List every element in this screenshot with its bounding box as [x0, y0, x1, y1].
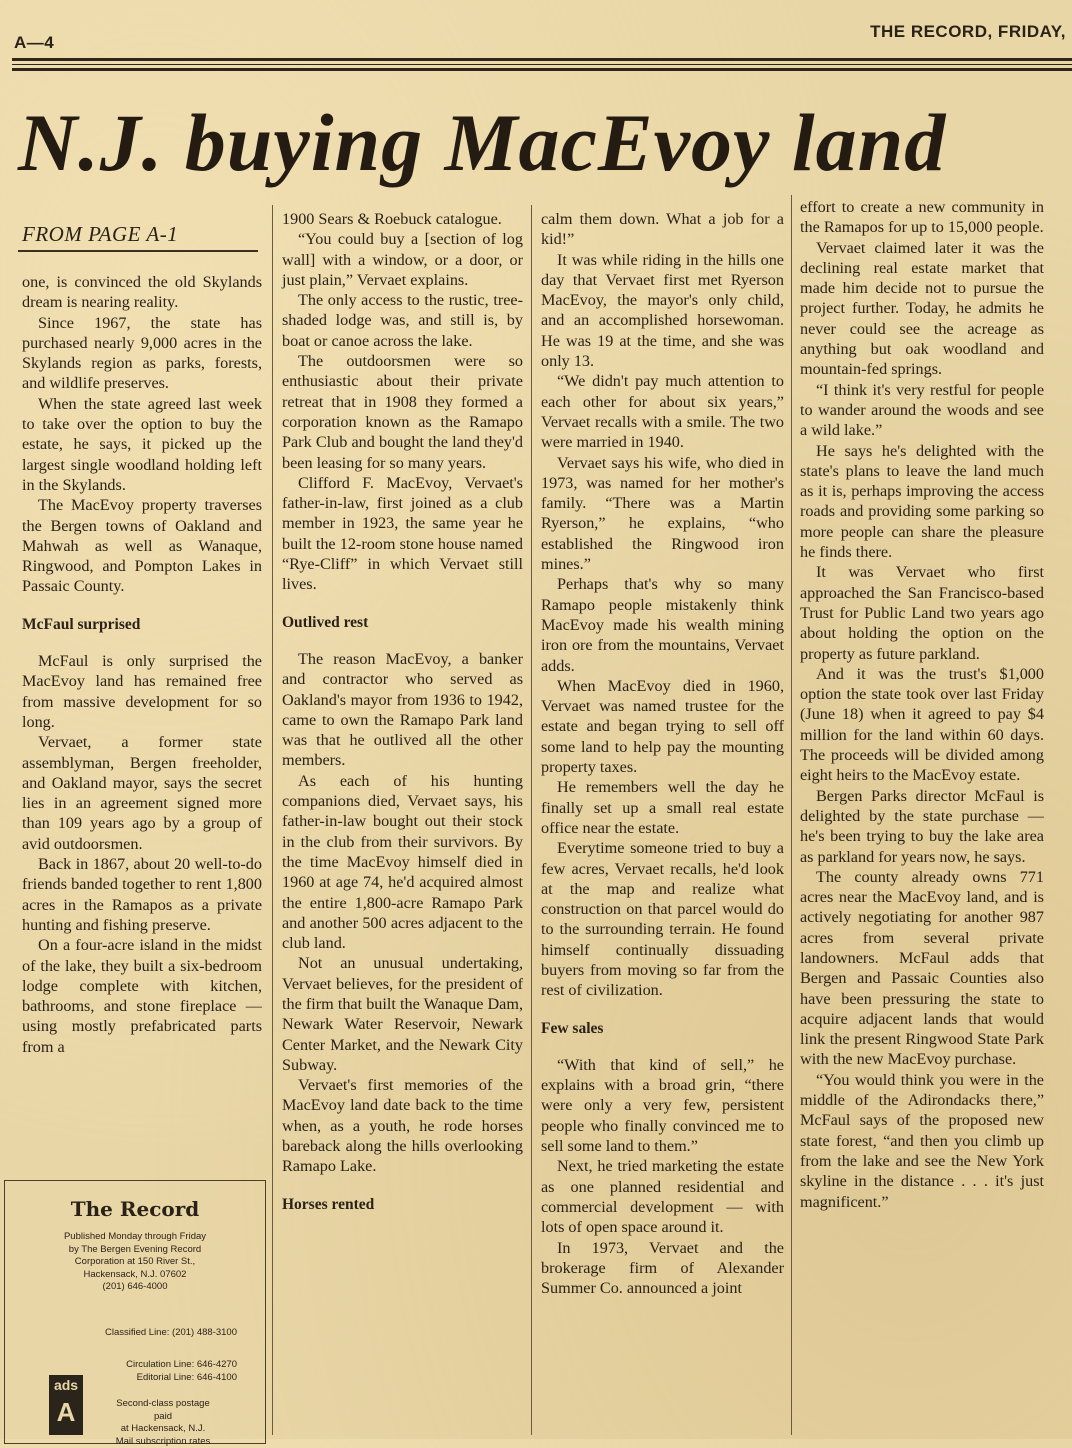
article-paragraph: When MacEvoy died in 1960, Vervaet was named trustee for the estate and began trying to sell off some land to help pay the mounting property taxes. [541, 676, 784, 777]
newspaper-name-date: THE RECORD, FRIDAY, [870, 22, 1066, 42]
article-paragraph: Next, he tried marketing the estate as one planned residential and commercial development — with lots of open space around it. [541, 1156, 784, 1237]
article-paragraph: He remembers well the day he finally set up a small real estate office near the estate. [541, 777, 784, 838]
article-paragraph: On a four-acre island in the midst of the lake, they built a six-bedroom lodge complete with kitchen, bathrooms, and stone fireplace — using mostly prefabricated parts from a [22, 935, 262, 1057]
article-paragraph: Vervaet's first memories of the MacEvoy land date back to the time when, as a youth, he rode horses bareback along the hills overlooking Ramapo Lake. [282, 1075, 523, 1176]
article-column-4 [800, 197, 1044, 1212]
article-paragraph: The MacEvoy property traverses the Bergen towns of Oakland and Mahwah as well as Wanaque, Ringwood, and Pompton Lakes in Passaic County. [22, 495, 262, 596]
header-rule [12, 58, 1072, 61]
article-paragraph: Vervaet says his wife, who died in 1973, was named for her mother's family. “There was a Martin Ryerson,” he explains, “who established the Ringwood iron mines.” [541, 453, 784, 575]
circulation-line: Circulation Line: 646-4270 [126, 1359, 237, 1372]
masthead-title: The Record [5, 1197, 265, 1221]
ads-logo [49, 1375, 83, 1435]
article-paragraph: calm them down. What a job for a kid!” [541, 209, 784, 250]
article-paragraph: “We didn't pay much attention to each other for about six years,” Vervaet recalls with a smile. The two were married in 1940. [541, 371, 784, 452]
publisher-line: Hackensack, N.J. 07602 [5, 1269, 265, 1282]
article-column-2 [282, 209, 523, 1231]
article-paragraph: “I think it's very restful for people to wander around the woods and see a wild lake.” [800, 380, 1044, 441]
article-paragraph: “You could buy a [section of log wall] with a window, or a door, or just plain,” Vervaet explains. [282, 229, 523, 290]
article-paragraph: McFaul is only surprised the MacEvoy land has remained free from massive development for so long. [22, 651, 262, 732]
article-paragraph: It was while riding in the hills one day that Vervaet first met Ryerson MacEvoy, the mayor's only child, and an accomplished horsewoman. He was 19 at the time, and she was only 13. [541, 250, 784, 372]
publisher-line: (201) 646-4000 [5, 1281, 265, 1294]
postage-line: Second-class postage paid [108, 1398, 218, 1423]
article-paragraph: Bergen Parks director McFaul is delighted by the state purchase — he's been trying to buy the lake area as parkland for years now, he says. [800, 786, 1044, 867]
article-paragraph: “You would think you were in the middle of the Adirondacks there,” McFaul says of the proposed new state forest, “and then you climb up from the lake and see the New York skyline in the distance . . . it's just magnificent.” [800, 1070, 1044, 1212]
article-paragraph: And it was the trust's $1,000 option the state took over last Friday (June 18) when it agreed to pay $4 million for the land within 60 days. The proceeds will be divided among eight heirs to the MacEvoy estate. [800, 664, 1044, 786]
publisher-line: Published Monday through Friday [5, 1231, 265, 1244]
jump-line-rule [18, 250, 258, 252]
article-paragraph: Perhaps that's why so many Ramapo people mistakenly think MacEvoy made his wealth mining iron ore from the mountains, Vervaet adds. [541, 574, 784, 675]
header-rule-thin [12, 64, 1072, 65]
postage-info [108, 1398, 218, 1448]
jump-line: FROM PAGE A-1 [22, 222, 178, 247]
article-paragraph: The county already owns 771 acres near the MacEvoy land, and is actively negotiating for another 987 acres from several private landowners. McFaul adds that Bergen and Passaic Counties also have been pressuring the state to acquire adjacent lands that would link the present Ringwood State Park with the new MacEvoy purchase. [800, 867, 1044, 1070]
header-rule-bottom [12, 68, 1072, 71]
article-paragraph: one, is convinced the old Skylands dream is nearing reality. [22, 272, 262, 313]
subhead: McFaul surprised [22, 615, 262, 635]
postage-line: at Hackensack, N.J. [108, 1423, 218, 1436]
article-paragraph: It was Vervaet who first approached the San Francisco-based Trust for Public Land two years ago about holding the option on the property as future parkland. [800, 562, 1044, 663]
publisher-info [5, 1231, 265, 1294]
article-paragraph: Clifford F. MacEvoy, Vervaet's father-in-law, first joined as a club member in 1923, the same year he built the 12-room stone house named “Rye-Cliff” in which Vervaet still lives. [282, 473, 523, 595]
article-column-1 [22, 272, 262, 1057]
column-divider [272, 205, 273, 1435]
column-divider [531, 205, 532, 1435]
ads-logo-bottom: A [49, 1395, 83, 1429]
article-paragraph: 1900 Sears & Roebuck catalogue. [282, 209, 523, 229]
article-paragraph: When the state agreed last week to take over the option to buy the estate, he says, it picked up the largest single woodland holding left in the Skylands. [22, 394, 262, 495]
editorial-line: Editorial Line: 646-4100 [137, 1372, 237, 1385]
ads-logo-top: ads [49, 1375, 83, 1395]
article-paragraph: Since 1967, the state has purchased nearly 9,000 acres in the Skylands region as parks, forests, and wildlife preserves. [22, 313, 262, 394]
article-paragraph: Not an unusual undertaking, Vervaet believes, for the president of the firm that built the Wanaque Dam, Newark Water Reservoir, Newark Center Market, and the Newark City Subway. [282, 953, 523, 1075]
subhead: Outlived rest [282, 613, 523, 633]
article-paragraph: Everytime someone tried to buy a few acres, Vervaet recalls, he'd look at the map and realize what construction on that parcel would do to the surrounding terrain. He found himself continually dissuading buyers from moving so far from the rest of civilization. [541, 838, 784, 1000]
page-number: A—4 [14, 33, 54, 53]
article-paragraph: “With that kind of sell,” he explains with a broad grin, “there were only a very few, persistent people who finally convinced me to sell some land to them.” [541, 1055, 784, 1156]
subhead: Horses rented [282, 1195, 523, 1215]
column-divider [791, 195, 792, 1435]
subhead: Few sales [541, 1019, 784, 1039]
article-paragraph: Vervaet, a former state assemblyman, Bergen freeholder, and Oakland mayor, says the secret lies in an agreement signed more than 109 years ago by a group of avid outdoorsmen. [22, 732, 262, 854]
article-paragraph: In 1973, Vervaet and the brokerage firm of Alexander Summer Co. announced a joint [541, 1238, 784, 1299]
publisher-line: Corporation at 150 River St., [5, 1256, 265, 1269]
article-paragraph: As each of his hunting companions died, Vervaet says, his father-in-law bought out their stock in the club from their survivors. By the time MacEvoy himself died in 1960 at age 74, he'd acquired almost the entire 1,800-acre Ramapo Park and another 500 acres adjacent to the club land. [282, 771, 523, 954]
classified-line: Classified Line: (201) 488-3100 [105, 1327, 237, 1340]
article-paragraph: The outdoorsmen were so enthusiastic about their private retreat that in 1908 they formed a corporation known as the Ramapo Park Club and bought the land they'd been leasing for so many years. [282, 351, 523, 473]
article-paragraph: Vervaet claimed later it was the declining real estate market that made him decide not to pursue the project further. Today, he admits he never could see the acreage as anything but oak woodland and mountain-fed springs. [800, 238, 1044, 380]
article-paragraph: The reason MacEvoy, a banker and contractor who served as Oakland's mayor from 1936 to 1942, came to own the Ramapo Park land was that he outlived all the other members. [282, 649, 523, 771]
headline: N.J. buying MacEvoy land [18, 95, 1058, 191]
publisher-line: by The Bergen Evening Record [5, 1244, 265, 1257]
article-paragraph: effort to create a new community in the Ramapos for up to 15,000 people. [800, 197, 1044, 238]
postage-line: Mail subscription rates [108, 1436, 218, 1448]
article-paragraph: Back in 1867, about 20 well-to-do friends banded together to rent 1,800 acres in the Ramapos as a private hunting and fishing preserve. [22, 854, 262, 935]
article-paragraph: He says he's delighted with the state's plans to leave the land much as it is, perhaps improving the access roads and providing some parking so more people can share the pleasure he finds there. [800, 441, 1044, 563]
article-column-3 [541, 209, 784, 1298]
article-paragraph: The only access to the rustic, tree-shaded lodge was, and still is, by boat or canoe across the lake. [282, 290, 523, 351]
